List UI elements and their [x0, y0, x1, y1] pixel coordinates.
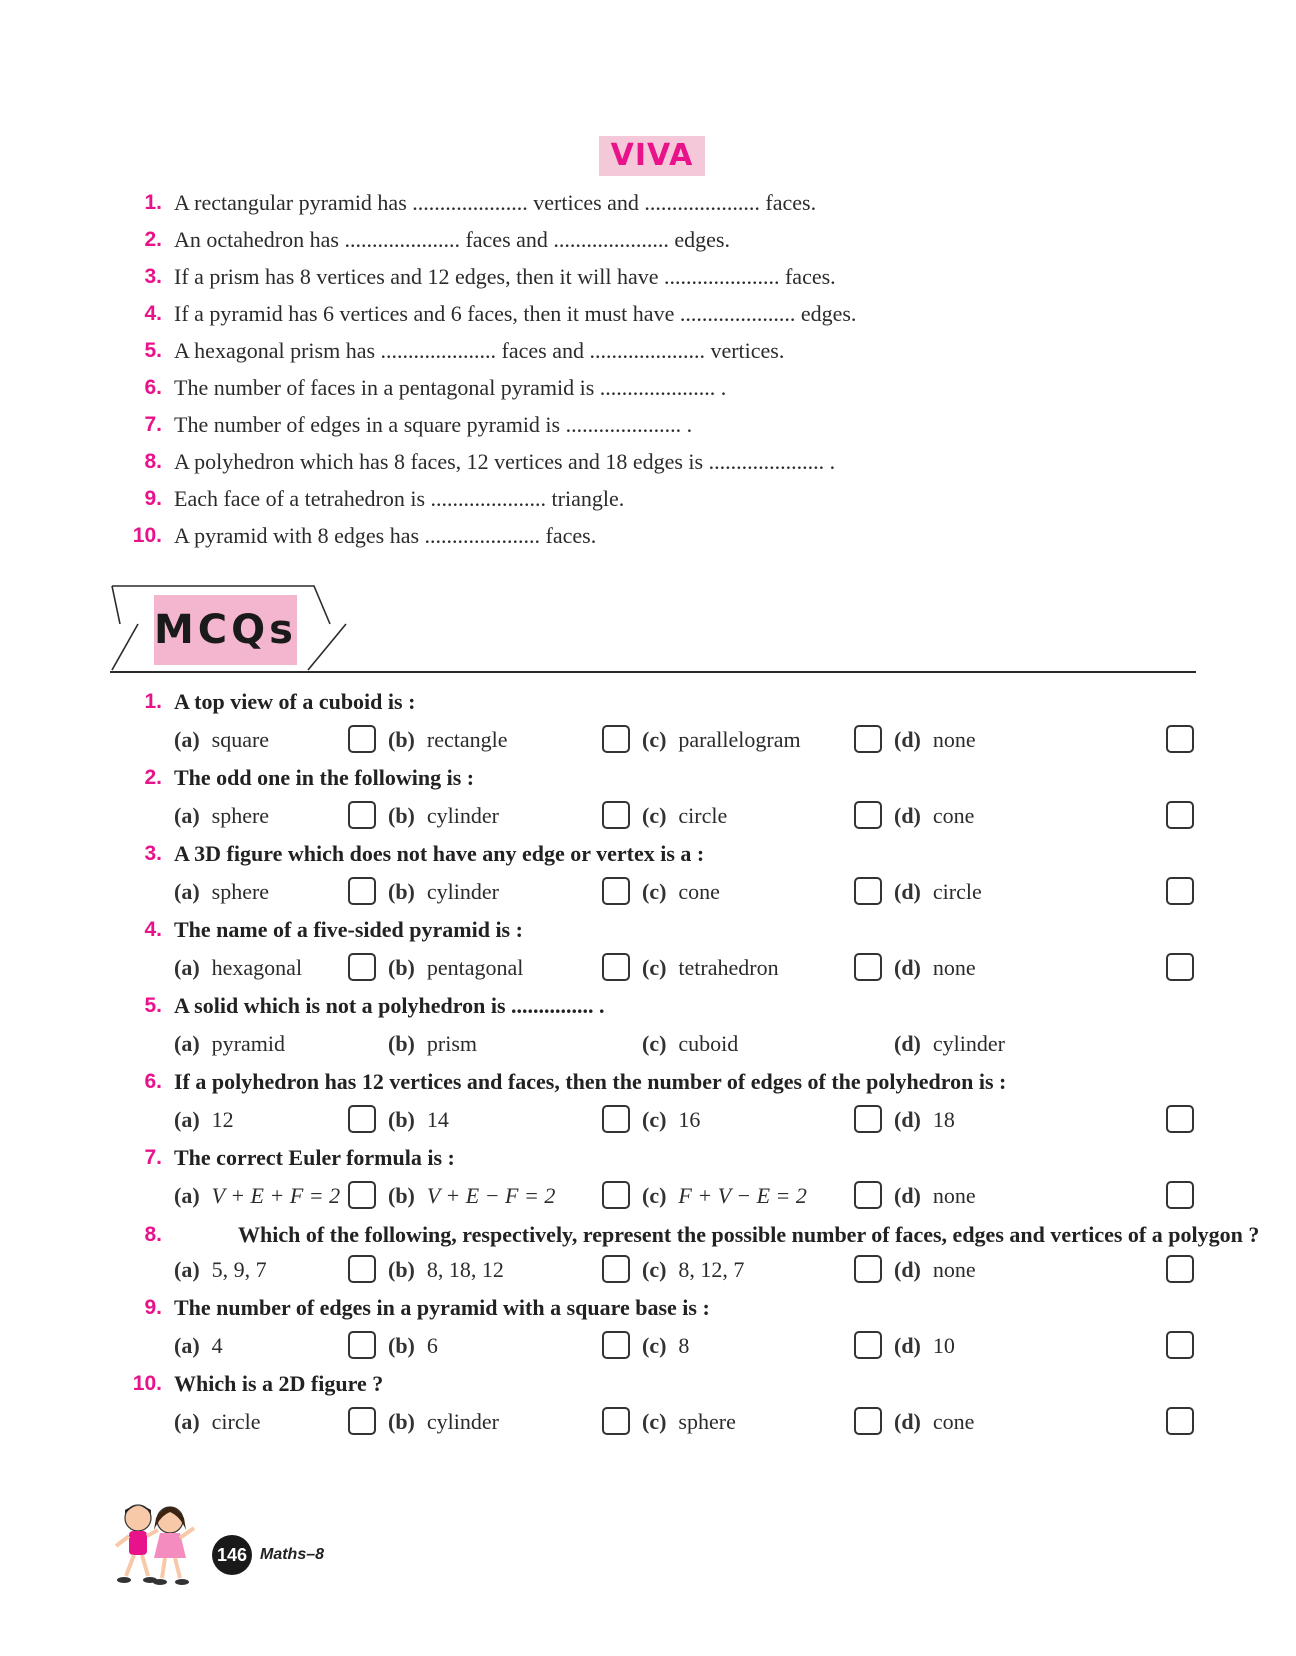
- answer-checkbox[interactable]: [854, 725, 882, 753]
- answer-checkbox[interactable]: [1166, 725, 1194, 753]
- options-row: [110, 1100, 1200, 1140]
- item-text: A rectangular pyramid has ..................... vertices and ..................... faces.: [174, 190, 817, 215]
- item-text: Each face of a tetrahedron is ..................... triangle.: [174, 486, 625, 511]
- page-number: 146: [212, 1535, 252, 1575]
- option-d: (d) none: [894, 1257, 976, 1282]
- answer-checkbox[interactable]: [854, 1181, 882, 1209]
- answer-checkbox[interactable]: [348, 1181, 376, 1209]
- option-b: (b) 8, 18, 12: [388, 1257, 504, 1282]
- answer-checkbox[interactable]: [854, 801, 882, 829]
- item-number: 3.: [144, 265, 162, 288]
- item-number: 8.: [144, 450, 162, 473]
- item-number: 1.: [144, 191, 162, 214]
- question-number: 9.: [144, 1296, 162, 1319]
- book-name: Maths–8: [260, 1546, 325, 1563]
- answer-checkbox[interactable]: [854, 1331, 882, 1359]
- section-divider: [110, 671, 1196, 673]
- answer-checkbox[interactable]: [854, 1255, 882, 1283]
- answer-checkbox[interactable]: [1166, 1181, 1194, 1209]
- answer-checkbox[interactable]: [348, 1255, 376, 1283]
- item-number: 10.: [132, 524, 162, 547]
- options-row: [110, 948, 1200, 988]
- question-number: 1.: [144, 690, 162, 713]
- viva-item: [110, 184, 1210, 221]
- answer-checkbox[interactable]: [602, 877, 630, 905]
- answer-checkbox[interactable]: [1166, 1255, 1194, 1283]
- options-row: [110, 1250, 1200, 1290]
- option-d: (d) cone: [894, 1409, 975, 1434]
- item-number: 7.: [144, 413, 162, 436]
- answer-checkbox[interactable]: [602, 1407, 630, 1435]
- option-a: (a) sphere: [174, 879, 270, 904]
- option-a: (a) 4: [174, 1333, 223, 1358]
- options-row: [110, 720, 1200, 760]
- mcq-list: [110, 684, 1260, 1442]
- question: [110, 1216, 1260, 1250]
- item-text: The number of edges in a square pyramid is ..................... .: [174, 412, 693, 437]
- question-text: If a polyhedron has 12 vertices and faces, then the number of edges of the polyhedron is :: [174, 1069, 1007, 1094]
- viva-item: [110, 443, 1210, 480]
- item-text: A pyramid with 8 edges has ..................... faces.: [174, 523, 597, 548]
- answer-checkbox[interactable]: [854, 953, 882, 981]
- option-c: (c) 8: [642, 1333, 690, 1358]
- viva-item: [110, 332, 1210, 369]
- item-text: The number of faces in a pentagonal pyramid is ..................... .: [174, 375, 727, 400]
- question-text: A top view of a cuboid is :: [174, 689, 416, 714]
- item-number: 9.: [144, 487, 162, 510]
- question-number: 3.: [144, 842, 162, 865]
- answer-checkbox[interactable]: [854, 1407, 882, 1435]
- question: [110, 760, 1200, 796]
- question: [110, 1290, 1200, 1326]
- answer-checkbox[interactable]: [348, 1105, 376, 1133]
- answer-checkbox[interactable]: [348, 1407, 376, 1435]
- viva-item: [110, 369, 1210, 406]
- answer-checkbox[interactable]: [602, 1255, 630, 1283]
- answer-checkbox[interactable]: [1166, 877, 1194, 905]
- question-text: Which is a 2D figure ?: [174, 1371, 384, 1396]
- viva-item: [110, 258, 1210, 295]
- option-a: (a) hexagonal: [174, 955, 303, 980]
- question-number: 2.: [144, 766, 162, 789]
- option-d: (d) cone: [894, 803, 975, 828]
- item-number: 5.: [144, 339, 162, 362]
- option-a: (a) pyramid: [174, 1031, 285, 1056]
- item-text: An octahedron has ..................... faces and ..................... edges.: [174, 227, 730, 252]
- viva-item: [110, 221, 1210, 258]
- option-d: (d) none: [894, 1183, 976, 1208]
- answer-checkbox[interactable]: [602, 953, 630, 981]
- options-row: [110, 796, 1200, 836]
- option-c: (c) circle: [642, 803, 728, 828]
- answer-checkbox[interactable]: [1166, 1105, 1194, 1133]
- option-a: (a) V + E + F = 2: [174, 1183, 341, 1208]
- question-number: 6.: [144, 1070, 162, 1093]
- option-a: (a) 12: [174, 1107, 234, 1132]
- option-c: (c) cone: [642, 879, 720, 904]
- question: [110, 912, 1200, 948]
- answer-checkbox[interactable]: [1166, 1407, 1194, 1435]
- option-b: (b) V + E − F = 2: [388, 1183, 556, 1208]
- question-number: 4.: [144, 918, 162, 941]
- option-c: (c) sphere: [642, 1409, 736, 1434]
- options-row: [110, 872, 1200, 912]
- option-d: (d) none: [894, 727, 976, 752]
- viva-item: [110, 517, 1210, 554]
- item-text: A hexagonal prism has ..................... faces and ..................... vertices.: [174, 338, 785, 363]
- question-number: 8.: [144, 1223, 162, 1246]
- item-number: 6.: [144, 376, 162, 399]
- answer-checkbox[interactable]: [348, 953, 376, 981]
- answer-checkbox[interactable]: [348, 725, 376, 753]
- option-b: (b) rectangle: [388, 727, 508, 752]
- answer-checkbox[interactable]: [1166, 1331, 1194, 1359]
- option-a: (a) circle: [174, 1409, 261, 1434]
- options-row: [110, 1024, 1200, 1064]
- question-number: 7.: [144, 1146, 162, 1169]
- viva-item: [110, 295, 1210, 332]
- item-number: 2.: [144, 228, 162, 251]
- question-text: A solid which is not a polyhedron is ............... .: [174, 993, 605, 1018]
- option-b: (b) cylinder: [388, 1409, 499, 1434]
- question: [110, 988, 1200, 1024]
- page-footer: [108, 1500, 408, 1590]
- options-row: [110, 1326, 1200, 1366]
- viva-item: [110, 480, 1210, 517]
- options-row: [110, 1176, 1200, 1216]
- question: [110, 1366, 1200, 1402]
- option-d: (d) 18: [894, 1107, 955, 1132]
- option-a: (a) 5, 9, 7: [174, 1257, 267, 1282]
- item-number: 4.: [144, 302, 162, 325]
- option-d: (d) circle: [894, 879, 982, 904]
- option-b: (b) 14: [388, 1107, 449, 1132]
- option-d: (d) none: [894, 955, 976, 980]
- options-row: [110, 1402, 1200, 1442]
- option-c: (c) F + V − E = 2: [642, 1183, 807, 1208]
- mcq-banner: [108, 584, 348, 674]
- option-a: (a) square: [174, 727, 270, 752]
- item-text: A polyhedron which has 8 faces, 12 vertices and 18 edges is ..................... .: [174, 449, 836, 474]
- option-b: (b) pentagonal: [388, 955, 524, 980]
- viva-list: [110, 184, 1210, 554]
- option-d: (d) 10: [894, 1333, 955, 1358]
- question-text: The correct Euler formula is :: [174, 1145, 455, 1170]
- option-d: (d) cylinder: [894, 1031, 1005, 1056]
- answer-checkbox[interactable]: [602, 725, 630, 753]
- viva-title: VIVA: [599, 136, 705, 176]
- answer-checkbox[interactable]: [602, 1181, 630, 1209]
- question-text: A 3D figure which does not have any edge or vertex is a :: [174, 841, 705, 866]
- answer-checkbox[interactable]: [348, 877, 376, 905]
- option-b: (b) cylinder: [388, 879, 499, 904]
- question-text: The odd one in the following is :: [174, 765, 475, 790]
- answer-checkbox[interactable]: [348, 801, 376, 829]
- question-text: Which of the following, respectively, represent the possible number of faces, edges and vertices of a polygon ?: [238, 1222, 1260, 1247]
- item-text: If a prism has 8 vertices and 12 edges, then it will have ..................... faces.: [174, 264, 836, 289]
- answer-checkbox[interactable]: [854, 1105, 882, 1133]
- question: [110, 684, 1200, 720]
- answer-checkbox[interactable]: [348, 1331, 376, 1359]
- mcq-title: MCQs: [154, 595, 297, 665]
- option-c: (c) tetrahedron: [642, 955, 779, 980]
- viva-item: [110, 406, 1210, 443]
- option-a: (a) sphere: [174, 803, 270, 828]
- question-number: 10.: [132, 1372, 162, 1395]
- option-b: (b) prism: [388, 1031, 478, 1056]
- answer-checkbox[interactable]: [602, 1105, 630, 1133]
- option-c: (c) 8, 12, 7: [642, 1257, 745, 1282]
- answer-checkbox[interactable]: [1166, 953, 1194, 981]
- question: [110, 1064, 1200, 1100]
- kids-illustration-icon: [108, 1500, 204, 1590]
- item-text: If a pyramid has 6 vertices and 6 faces, then it must have ..................... edges.: [174, 301, 857, 326]
- question: [110, 836, 1200, 872]
- option-c: (c) 16: [642, 1107, 701, 1132]
- option-c: (c) cuboid: [642, 1031, 739, 1056]
- option-b: (b) cylinder: [388, 803, 499, 828]
- answer-checkbox[interactable]: [1166, 801, 1194, 829]
- answer-checkbox[interactable]: [602, 801, 630, 829]
- question-text: The name of a five-sided pyramid is :: [174, 917, 523, 942]
- option-b: (b) 6: [388, 1333, 438, 1358]
- answer-checkbox[interactable]: [602, 1331, 630, 1359]
- question: [110, 1140, 1200, 1176]
- question-text: The number of edges in a pyramid with a square base is :: [174, 1295, 710, 1320]
- answer-checkbox[interactable]: [854, 877, 882, 905]
- option-c: (c) parallelogram: [642, 727, 801, 752]
- question-number: 5.: [144, 994, 162, 1017]
